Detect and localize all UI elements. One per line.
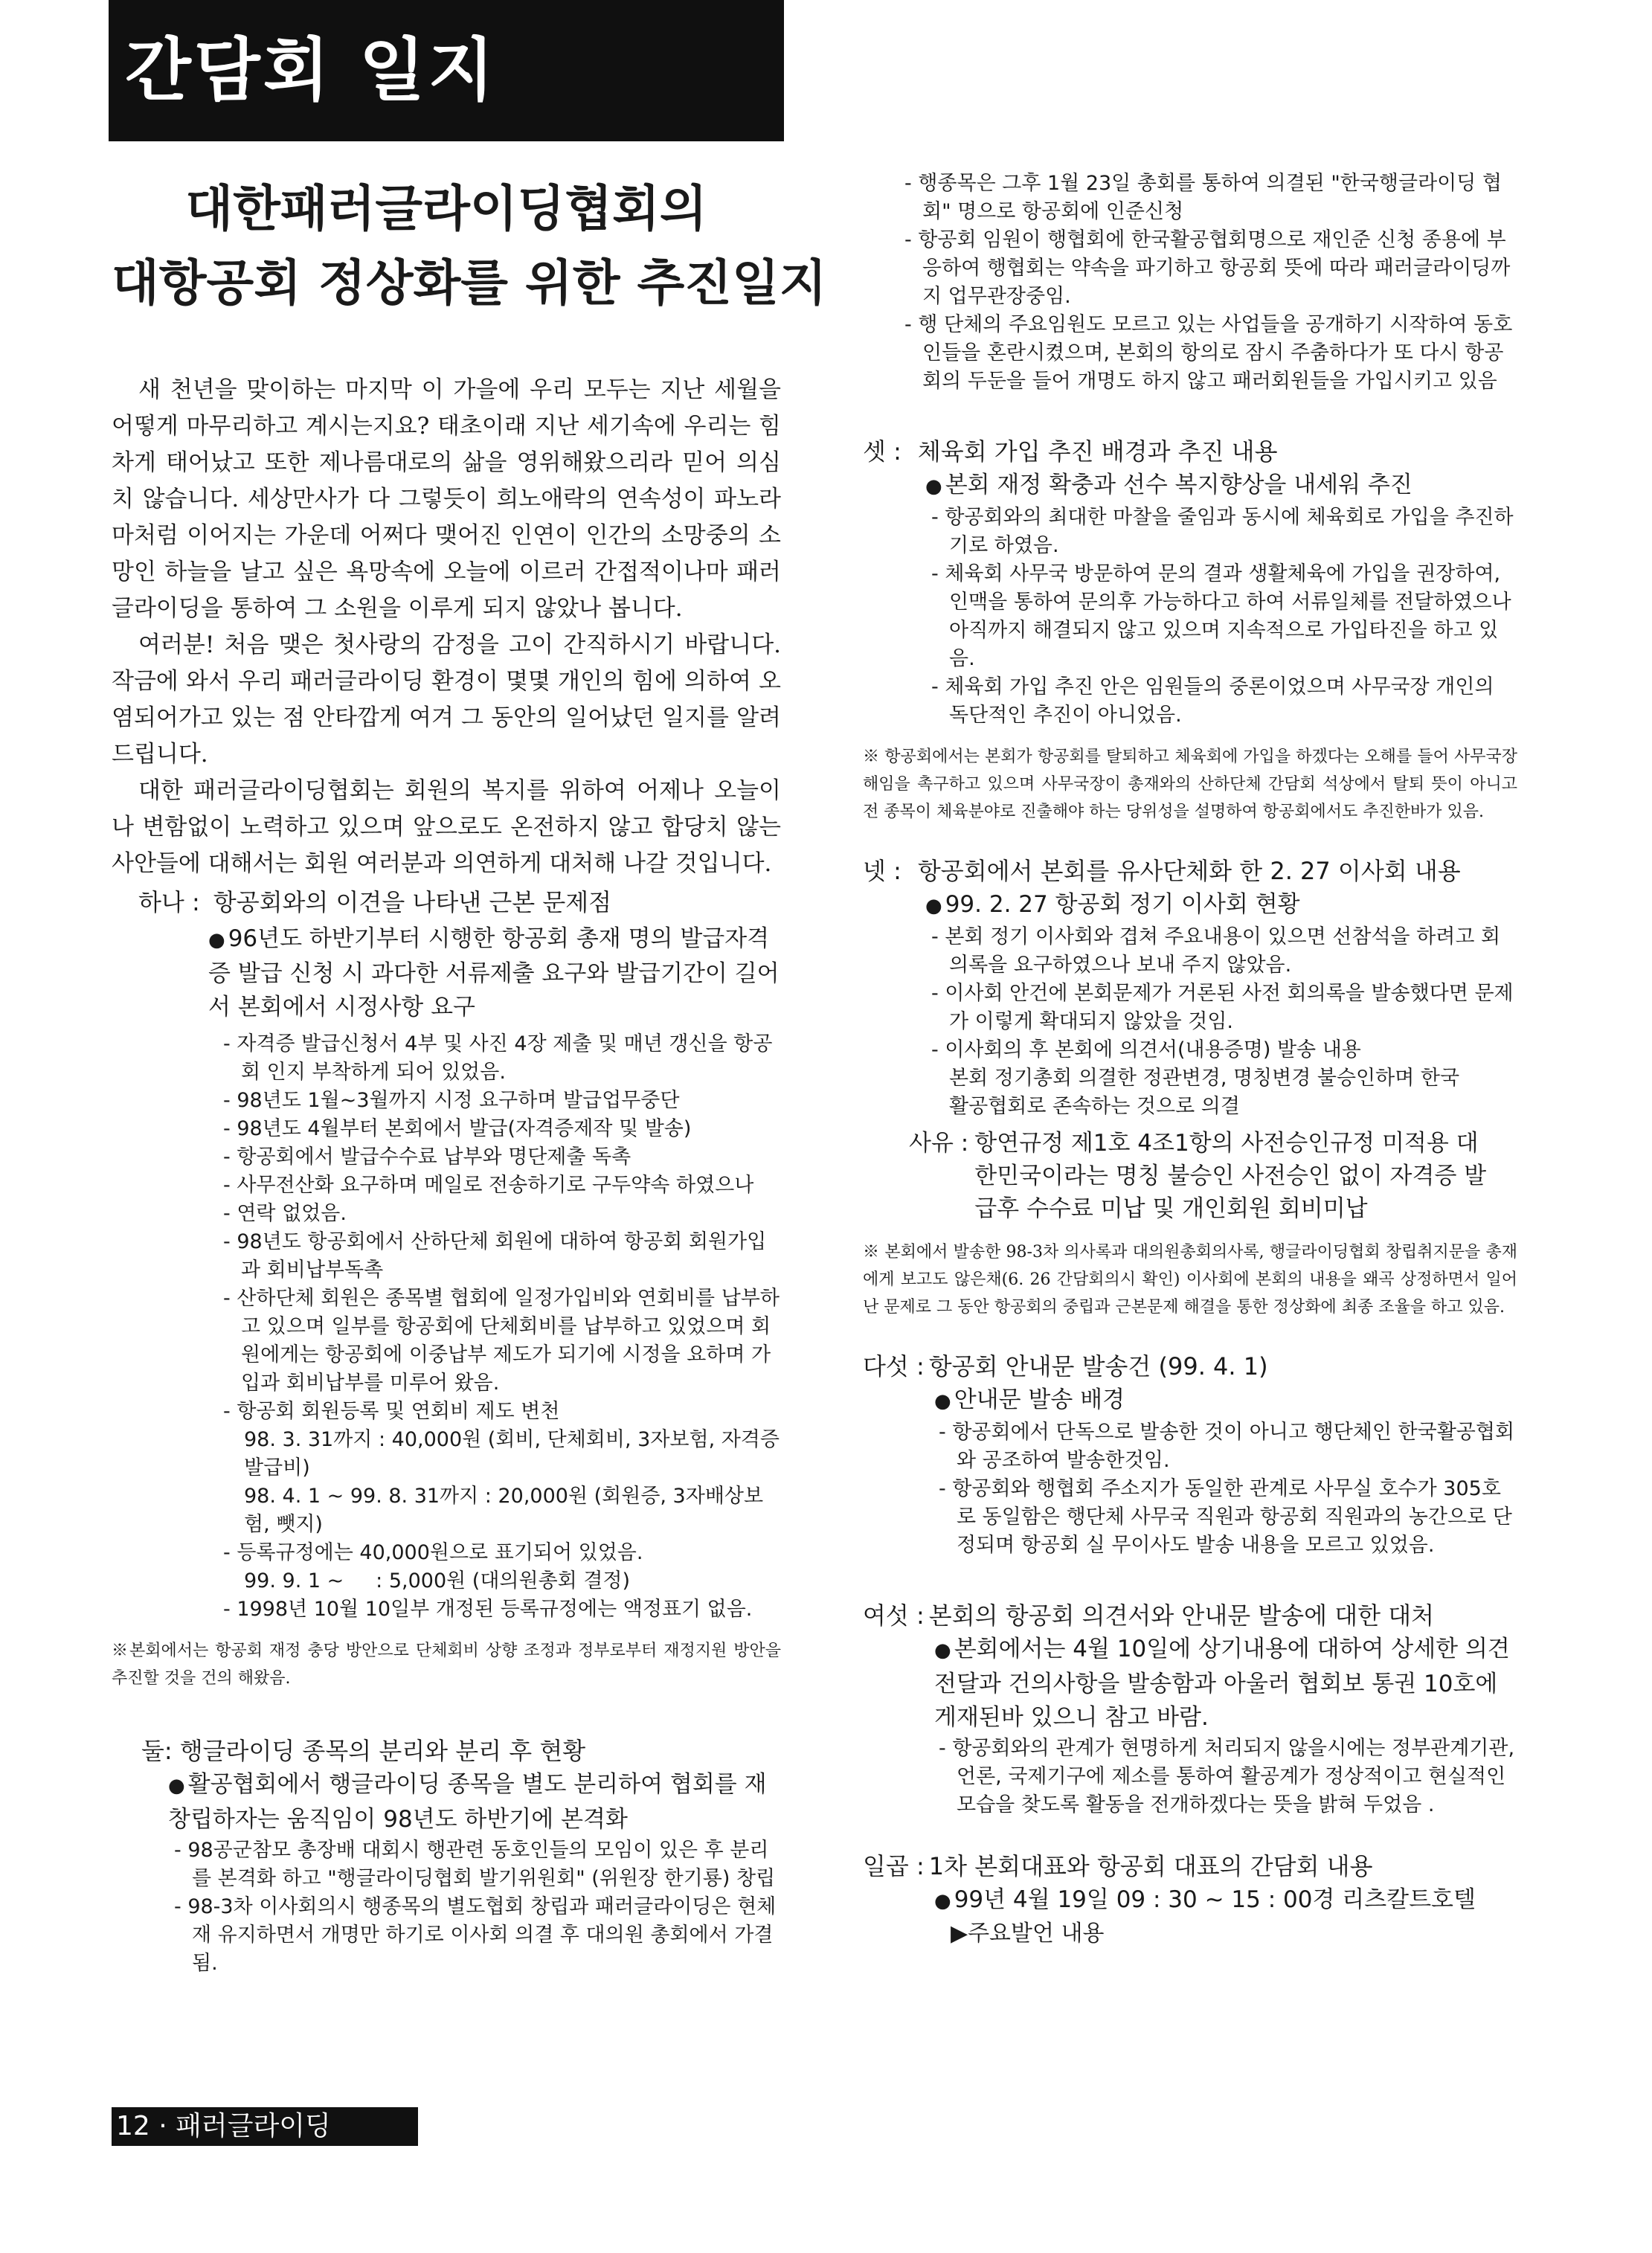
section-heading [863, 1849, 1517, 1883]
intro-text [112, 372, 781, 882]
list-item: - 등록규정에는 40,000원으로 표기되어 있었음. [223, 1539, 781, 1567]
section-bullet: ● 안내문 발송 배경 [934, 1383, 1517, 1418]
right-column [863, 164, 1517, 1950]
list-item: - 항공회에서 단독으로 발송한 것이 아니고 행단체인 한국활공협회와 공조하여 발송한것임. [939, 1418, 1517, 1475]
section-title: 항공회와의 이견을 나타낸 근본 문제점 [213, 888, 612, 916]
list-item-continuation: 본회 정기총회 의결한 정관변경, 명칭변경 불승인하며 한국활공협회로 존속하는 것으로 의결 [949, 1067, 1460, 1118]
list-item: - 행 단체의 주요임원도 모르고 있는 사업들을 공개하기 시작하여 동호인들을 혼란시켰으며, 본회의 항의로 잠시 주춤하다가 또 다시 항공회의 두둔을 들어 개명도 하지 않고 패러회원들을 가입시키고 있음 [904, 311, 1517, 396]
section-number: 다섯 : [863, 1352, 925, 1381]
reason-label: 사유 : [909, 1130, 969, 1157]
fee-line: 98. 3. 31까지 : 40,000원 (회비, 단체회비, 3자보험, 자격증발급비) [244, 1428, 780, 1479]
list-item: - 사무전산화 요구하며 메일로 전송하기로 구두약속 하였으나 [223, 1172, 781, 1200]
section-banner: 간담회 일지 [109, 0, 784, 141]
left-column [112, 164, 827, 1978]
section-bullet: ● 99. 2. 27 항공회 정기 이사회 현황 [925, 888, 1517, 923]
list-item: - 연락 없었음. [223, 1200, 781, 1228]
title-line-1: 대한패러글라이딩협회의 [185, 179, 707, 237]
page-footer: 12 · 패러글라이딩 [112, 2107, 418, 2146]
list-item: - 98년도 1월~3월까지 시정 요구하며 발급업무중단 [223, 1087, 781, 1115]
list-item: - 98년도 4월부터 본회에서 발급(자격증제작 및 발송) [223, 1115, 781, 1143]
arrow-subheading: ▶주요발언 내용 [951, 1921, 1105, 1947]
list-item: - 98-3차 이사회의시 행종목의 별도협회 창립과 패러글라이딩은 현체재 유지하면서 개명만 하기로 이사회 의결 후 대의원 총회에서 가결됨. [174, 1893, 781, 1978]
section-number: 일곱 : [863, 1852, 925, 1880]
fee-line: 98. 4. 1 ~ 99. 8. 31까지 : 20,000원 (회원증, 3자배상보험, 뺏지) [244, 1485, 764, 1536]
list-item: - 체육회 가입 추진 안은 임원들의 중론이었으며 사무국장 개인의 독단적인 추진이 아니었음. [931, 673, 1517, 730]
section-title: 행글라이딩 종목의 분리와 분리 후 현황 [179, 1737, 586, 1765]
section-bullet: ● 본회에서는 4월 10일에 상기내용에 대하여 상세한 의견전달과 건의사항을 발송함과 아울러 협회보 통권 10호에 게재된바 있으니 참고 바람. [934, 1633, 1517, 1735]
list-item: - 1998년 10월 10일부 개정된 등록규정에는 액정표기 없음. [223, 1595, 781, 1624]
section-heading [863, 854, 1517, 888]
section-bullet: ● 활공협회에서 행글라이딩 종목을 별도 분리하여 협회를 재창립하자는 움직임이 98년도 하반기에 본격화 [168, 1768, 781, 1836]
section-two [112, 1734, 781, 1978]
reason-block [909, 1127, 1517, 1225]
list-item: - 이사회 안건에 본회문제가 거론된 사전 회의록을 발송했다면 문제가 이렇게 확대되지 않았을 것임. [931, 980, 1517, 1036]
section-number: 셋 : [863, 437, 901, 466]
list-item: - 이사회의 후 본회에 의견서(내용증명) 발송 내용 [931, 1036, 1517, 1064]
section-title: 본회의 항공회 의견서와 안내문 발송에 대한 대처 [928, 1601, 1435, 1630]
list-item: - 항공회와의 관계가 현명하게 처리되지 않을시에는 정부관계기관, 언론, 국제기구에 제소를 통하여 활공계가 정상적이고 현실적인 모습을 찾도록 활동을 전개하겠다는 뜻을 밝혀 두었음 . [939, 1735, 1517, 1819]
list-item: - 산하단체 회원은 종목별 협회에 일정가입비와 연회비를 납부하고 있으며 일부를 항공회에 단체회비를 납부하고 있었으며 회원에게는 항공회에 이중납부 제도가 되기에 시정을 요하며 가입과 회비납부를 미루어 왔음. [223, 1285, 781, 1398]
section-heading [138, 885, 781, 919]
reason-text: 항연규정 제1호 4조1항의 사전승인규정 미적용 대한민국이라는 명칭 불승인 사전승인 없이 자격증 발급후 수수료 미납 및 개인회원 회비미납 [974, 1130, 1487, 1222]
section-two-continued [863, 170, 1517, 396]
section-six [863, 1598, 1517, 1819]
section-heading [863, 1349, 1517, 1383]
intro-paragraph: 대한 패러글라이딩협회는 회원의 복지를 위하여 어제나 오늘이나 변함없이 노력하고 있으며 앞으로도 온전하지 않고 합당치 않는 사안들에 대해서는 회원 여러분과 의연하게 대처해 나갈 것입니다. [112, 777, 781, 877]
section-four [863, 854, 1517, 1321]
list-item: - 행종목은 그후 1월 23일 총회를 통하여 의결된 "한국행글라이딩 협회" 명으로 항공회에 인준신청 [904, 170, 1517, 226]
list-item: - 98공군참모 총장배 대회시 행관련 동호인들의 모임이 있은 후 분리를 본격화 하고 "행글라이딩협회 발기위원회" (위원장 한기룡) 창립 [174, 1836, 781, 1893]
article-title [112, 171, 827, 320]
title-line-2: 대항공회 정상화를 위한 추진일지 [112, 254, 827, 312]
section-number: 여섯 : [863, 1601, 925, 1630]
section-heading [863, 1598, 1517, 1633]
section-one [112, 885, 781, 1692]
section-heading [863, 434, 1517, 469]
section-five [863, 1349, 1517, 1560]
section-title: 1차 본회대표와 항공회 대표의 간담회 내용 [928, 1852, 1373, 1880]
section-bullet: ● 본회 재정 확충과 선수 복지향상을 내세워 추진 [925, 469, 1517, 504]
section-title: 항공회 안내문 발송건 (99. 4. 1) [928, 1352, 1268, 1381]
section-bullet: ● 99년 4월 19일 09 : 30 ~ 15 : 00경 리츠칼트호텔 [934, 1883, 1517, 1918]
list-item: - 항공회와의 최대한 마찰을 줄임과 동시에 체육회로 가입을 추진하기로 하였음. [931, 504, 1517, 560]
intro-paragraph: 여러분! 처음 맺은 첫사랑의 감정을 고이 간직하시기 바랍니다. 작금에 와서 우리 패러글라이딩 환경이 몇몇 개인의 힘에 의하여 오염되어가고 있는 점 안타깝게 여겨 그 동안의 일어났던 일지를 알려드립니다. [112, 631, 781, 768]
section-note: ※ 항공회에서는 본회가 항공회를 탈퇴하고 체육회에 가입을 하겠다는 오해를 들어 사무국장 해임을 촉구하고 있으며 사무국장이 총재와의 산하단체 간담회 석상에서 탈퇴 뜻이 아니고 전 종목이 체육분야로 진출해야 하는 당위성을 설명하여 항공회에서도 추진한바가 있음. [863, 748, 1517, 821]
list-item: - 자격증 발급신청서 4부 및 사진 4장 제출 및 매년 갱신을 항공회 인지 부착하게 되어 있었음. [223, 1030, 781, 1087]
section-note: ※ 본회에서 발송한 98-3차 의사록과 대의원총회의사록, 행글라이딩협회 창립취지문을 총재에게 보고도 않은채(6. 26 간담회의시 확인) 이사회에 본회의 내용을 왜곡 상정하면서 일어난 문제로 그 동안 항공회의 중립과 근본문제 해결을 통한 정상화에 최종 조율을 하고 있음. [863, 1243, 1517, 1317]
list-item: - 98년도 항공회에서 산하단체 회원에 대하여 항공회 회원가입과 회비납부독촉 [223, 1228, 781, 1285]
list-item: - 항공회에서 발급수수료 납부와 명단제출 독촉 [223, 1143, 781, 1172]
section-number: 둘: [141, 1737, 173, 1765]
list-item: - 체육회 사무국 방문하여 문의 결과 생활체육에 가입을 권장하여, 인맥을 통하여 문의후 가능하다고 하여 서류일체를 전달하였으나 아직까지 해결되지 않고 있으며 지속적으로 가입타진을 하고 있음. [931, 560, 1517, 673]
section-number: 넷 : [863, 857, 901, 885]
section-three [863, 434, 1517, 826]
list-item: - 항공회 임원이 행협회에 한국활공협회명으로 재인준 신청 종용에 부응하여 행협회는 약속을 파기하고 항공회 뜻에 따라 패러글라이딩까지 업무관장중임. [904, 226, 1517, 311]
list-item: - 본회 정기 이사회와 겹쳐 주요내용이 있으면 선참석을 하려고 회의록을 요구하였으나 보내 주지 않았음. [931, 923, 1517, 980]
section-title: 체육회 가입 추진 배경과 추진 내용 [917, 437, 1278, 466]
section-bullet: ● 96년도 하반기부터 시행한 항공회 총재 명의 발급자격증 발급 신청 시 과다한 서류제출 요구와 발급기간이 길어서 본회에서 시정사항 요구 [208, 922, 781, 1024]
section-note: ※본회에서는 항공회 재정 충당 방안으로 단체회비 상향 조정과 정부로부터 재정지원 방안을 추진할 것을 건의 해왔음. [112, 1642, 781, 1688]
intro-paragraph: 새 천년을 맞이하는 마지막 이 가을에 우리 모두는 지난 세월을 어떻게 마무리하고 계시는지요? 태초이래 지난 세기속에 우리는 힘차게 태어났고 또한 제나름대로의 삶을 영위해왔으리라 믿어 의심치 않습니다. 세상만사가 다 그렇듯이 희노애락의 연속성이 파노라마처럼 이어지는 가운데 어쩌다 맺어진 인연이 인간의 소망중의 소망인 하늘을 날고 싶은 욕망속에 오늘에 이르러 간접적이나마 패러글라이딩을 통하여 그 소원을 이루게 되지 않았나 봅니다. [112, 376, 781, 622]
list-item: - 항공회와 행협회 주소지가 동일한 관계로 사무실 호수가 305호로 동일함은 행단체 사무국 직원과 항공회 직원과의 농간으로 단정되며 항공회 실 무이사도 발송 내용을 모르고 있었음. [939, 1475, 1517, 1560]
section-number: 하나 : [138, 888, 200, 916]
section-heading [141, 1734, 781, 1768]
fee-line: 99. 9. 1 ~ : 5,000원 (대의원총회 결정) [244, 1569, 631, 1592]
list-item: - 항공회 회원등록 및 연회비 제도 변천 [223, 1398, 781, 1426]
section-title: 항공회에서 본회를 유사단체화 한 2. 27 이사회 내용 [917, 857, 1461, 885]
section-seven [863, 1849, 1517, 1950]
